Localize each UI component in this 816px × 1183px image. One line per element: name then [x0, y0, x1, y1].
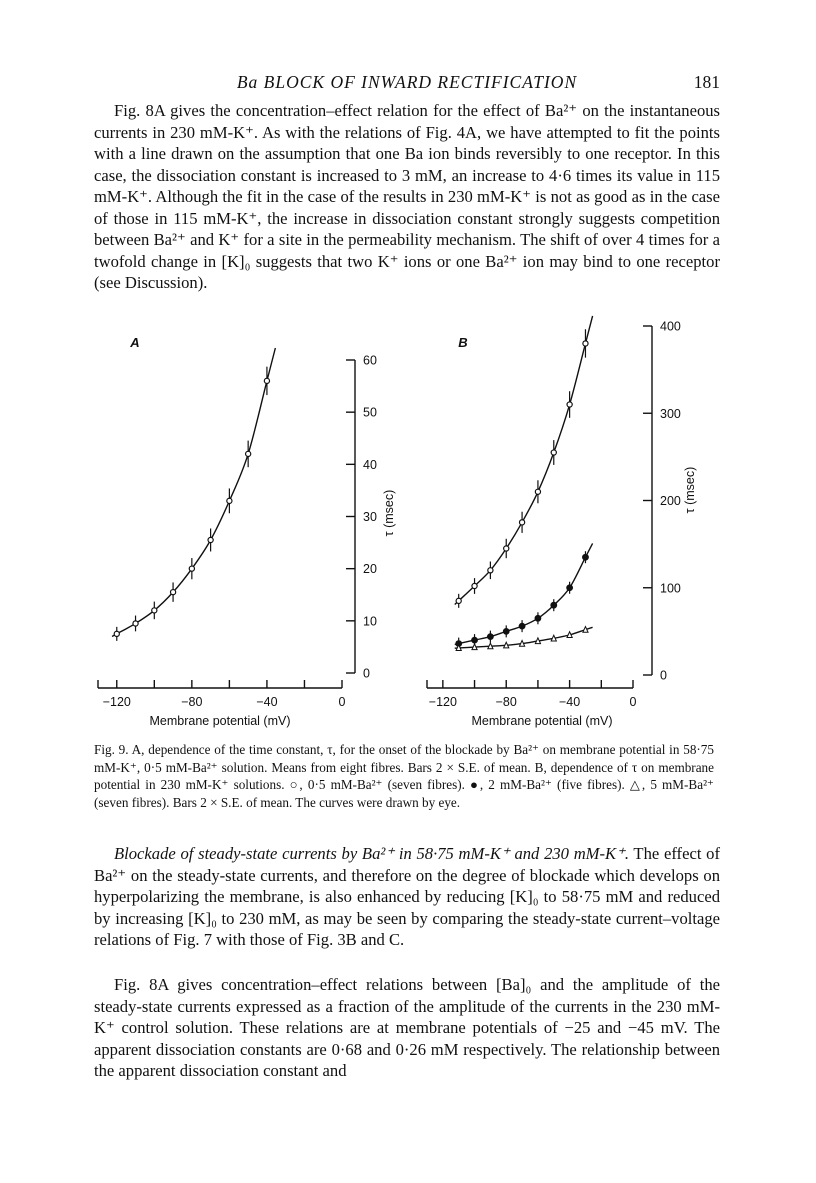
data-point-open-circle [504, 546, 509, 551]
body-paragraph-1 [94, 100, 720, 294]
x-tick-label: −40 [256, 695, 278, 709]
y-tick-label: 100 [660, 581, 681, 596]
data-point-filled-circle [551, 602, 557, 608]
y-tick-label: 30 [363, 510, 377, 524]
data-point-open-circle [519, 520, 524, 525]
figure-caption [94, 741, 714, 811]
data-point-open-circle [567, 402, 572, 407]
series-curve [455, 316, 593, 605]
data-point-open-circle [133, 621, 138, 626]
paragraph-3-text: Fig. 8A gives concentration–effect relations between [Ba]₀ and the amplitude of the steady-state currents expressed as a fraction of the amplitude of the currents in the 230 mM-K⁺ control solution. These relations are at membrane potentials of −25 and −45 mV. The apparent dissociation constants are 0·68 and 0·26 mM respectively. The relationship between the apparent dissociation constant and [94, 975, 720, 1080]
caption-text: Fig. 9. A, dependence of the time constant, τ, for the onset of the blockade by Ba²⁺ on membrane potential in 58·75 mM-K⁺, 0·5 mM-Ba²⁺ solution. Means from eight fibres. Bars 2 × S.E. of mean. B, dependence of τ on membrane potential in 230 mM-K⁺ solutions. ○, 0·5 mM-Ba²⁺ (seven fibres). ●, 2 mM-Ba²⁺ (five fibres). △, 5 mM-Ba²⁺ (seven fibres). Bars 2 × S.E. of mean. The curves were drawn by eye. [94, 742, 714, 810]
data-point-open-triangle [567, 632, 572, 638]
data-point-filled-circle [583, 554, 589, 560]
section-heading: Blockade of steady-state currents by Ba²⁺ in 58·75 mM-K⁺ and 230 mM-K⁺. [114, 844, 629, 863]
running-header [94, 72, 720, 96]
data-point-open-circle [227, 498, 232, 503]
data-point-open-triangle [535, 638, 540, 644]
data-point-open-triangle [472, 644, 477, 650]
x-axis-label: Membrane potential (mV) [149, 714, 291, 728]
x-axis-label: Membrane potential (mV) [471, 714, 613, 728]
section-text: The effect of Ba²⁺ on the steady-state currents, and therefore on the degree of blockade which develops on hyperpolarizing the membrane, is also enhanced by reducing [K]₀ to 58·75 mM and reduced by increasing [K]₀ to 230 mM, as may be seen by comparing the steady-state current–voltage relations of Fig. 7 with those of Fig. 3B and C. [94, 844, 720, 949]
y-tick-label: 60 [363, 353, 377, 368]
panel-b [427, 316, 697, 728]
data-point-open-circle [535, 489, 540, 494]
x-tick-label: −40 [559, 695, 581, 709]
data-point-open-circle [488, 568, 493, 573]
data-point-open-circle [583, 341, 588, 346]
body-paragraph-3 [94, 974, 720, 1082]
data-point-open-circle [152, 608, 157, 613]
y-tick-label: 0 [660, 668, 667, 683]
x-tick-label: −80 [495, 695, 517, 709]
x-tick-label: −120 [102, 695, 131, 709]
x-tick-label: −120 [428, 695, 457, 709]
data-point-open-triangle [519, 640, 524, 646]
data-point-open-triangle [504, 642, 509, 648]
data-point-open-triangle [456, 645, 461, 651]
series-curve [455, 627, 593, 648]
x-tick-label: −80 [181, 695, 203, 709]
y-tick-label: 300 [660, 406, 681, 421]
y-tick-label: 400 [660, 319, 681, 334]
section-paragraph [94, 843, 720, 951]
y-axis-label: τ (msec) [683, 466, 697, 514]
paragraph-1-text: Fig. 8A gives the concentration–effect relation for the effect of Ba²⁺ on the instantaneous currents in 230 mM-K⁺. As with the relations of Fig. 4A, we have attempted to fit the points with a line drawn on the assumption that one Ba ion binds reversibly to one receptor. In this case, the dissociation constant is increased to 3 mM, an increase to 4·6 times its value in 115 mM-K⁺. Although the fit in the case of the results in 230 mM-K⁺ is not as good as in the case of those in 115 mM-K⁺, the increase in dissociation constant strongly suggests competition between Ba²⁺ and K⁺ for a site in the permeability mechanism. The shift of over 4 times for a twofold change in [K]₀ suggests that two K⁺ ions or one Ba²⁺ ion may bind to one receptor (see Discussion). [94, 101, 720, 292]
data-point-filled-circle [487, 634, 493, 640]
data-point-open-triangle [583, 627, 588, 633]
x-tick-label: 0 [338, 695, 346, 709]
panel-a [98, 335, 396, 728]
data-point-filled-circle [519, 623, 525, 629]
data-point-open-circle [456, 598, 461, 603]
y-tick-label: 20 [363, 562, 377, 577]
data-point-open-triangle [488, 643, 493, 649]
data-point-open-circle [114, 631, 119, 636]
running-title: Ba BLOCK OF INWARD RECTIFICATION [236, 72, 578, 92]
data-point-filled-circle [503, 628, 509, 634]
data-point-open-circle [264, 378, 269, 383]
panel-label: A [130, 335, 140, 350]
y-tick-label: 0 [363, 666, 370, 681]
data-point-open-circle [472, 583, 477, 588]
data-point-open-circle [189, 566, 194, 571]
data-point-open-triangle [551, 635, 556, 641]
data-point-open-circle [170, 590, 175, 595]
series-curve [112, 348, 275, 636]
page-number: 181 [693, 72, 720, 92]
data-point-open-circle [551, 450, 556, 455]
x-tick-label: 0 [629, 695, 637, 709]
data-point-open-circle [208, 537, 213, 542]
data-point-filled-circle [456, 641, 462, 647]
y-tick-label: 50 [363, 405, 377, 420]
data-point-filled-circle [567, 585, 573, 591]
body-section-steady-state [94, 843, 720, 951]
data-point-open-circle [246, 451, 251, 456]
data-point-filled-circle [535, 615, 541, 621]
y-tick-label: 10 [363, 614, 377, 629]
y-axis-label: τ (msec) [382, 489, 396, 537]
series-curve [455, 543, 593, 644]
panel-label: B [458, 335, 468, 350]
y-tick-label: 200 [660, 494, 681, 508]
data-point-filled-circle [472, 637, 478, 643]
y-tick-label: 40 [363, 457, 377, 472]
